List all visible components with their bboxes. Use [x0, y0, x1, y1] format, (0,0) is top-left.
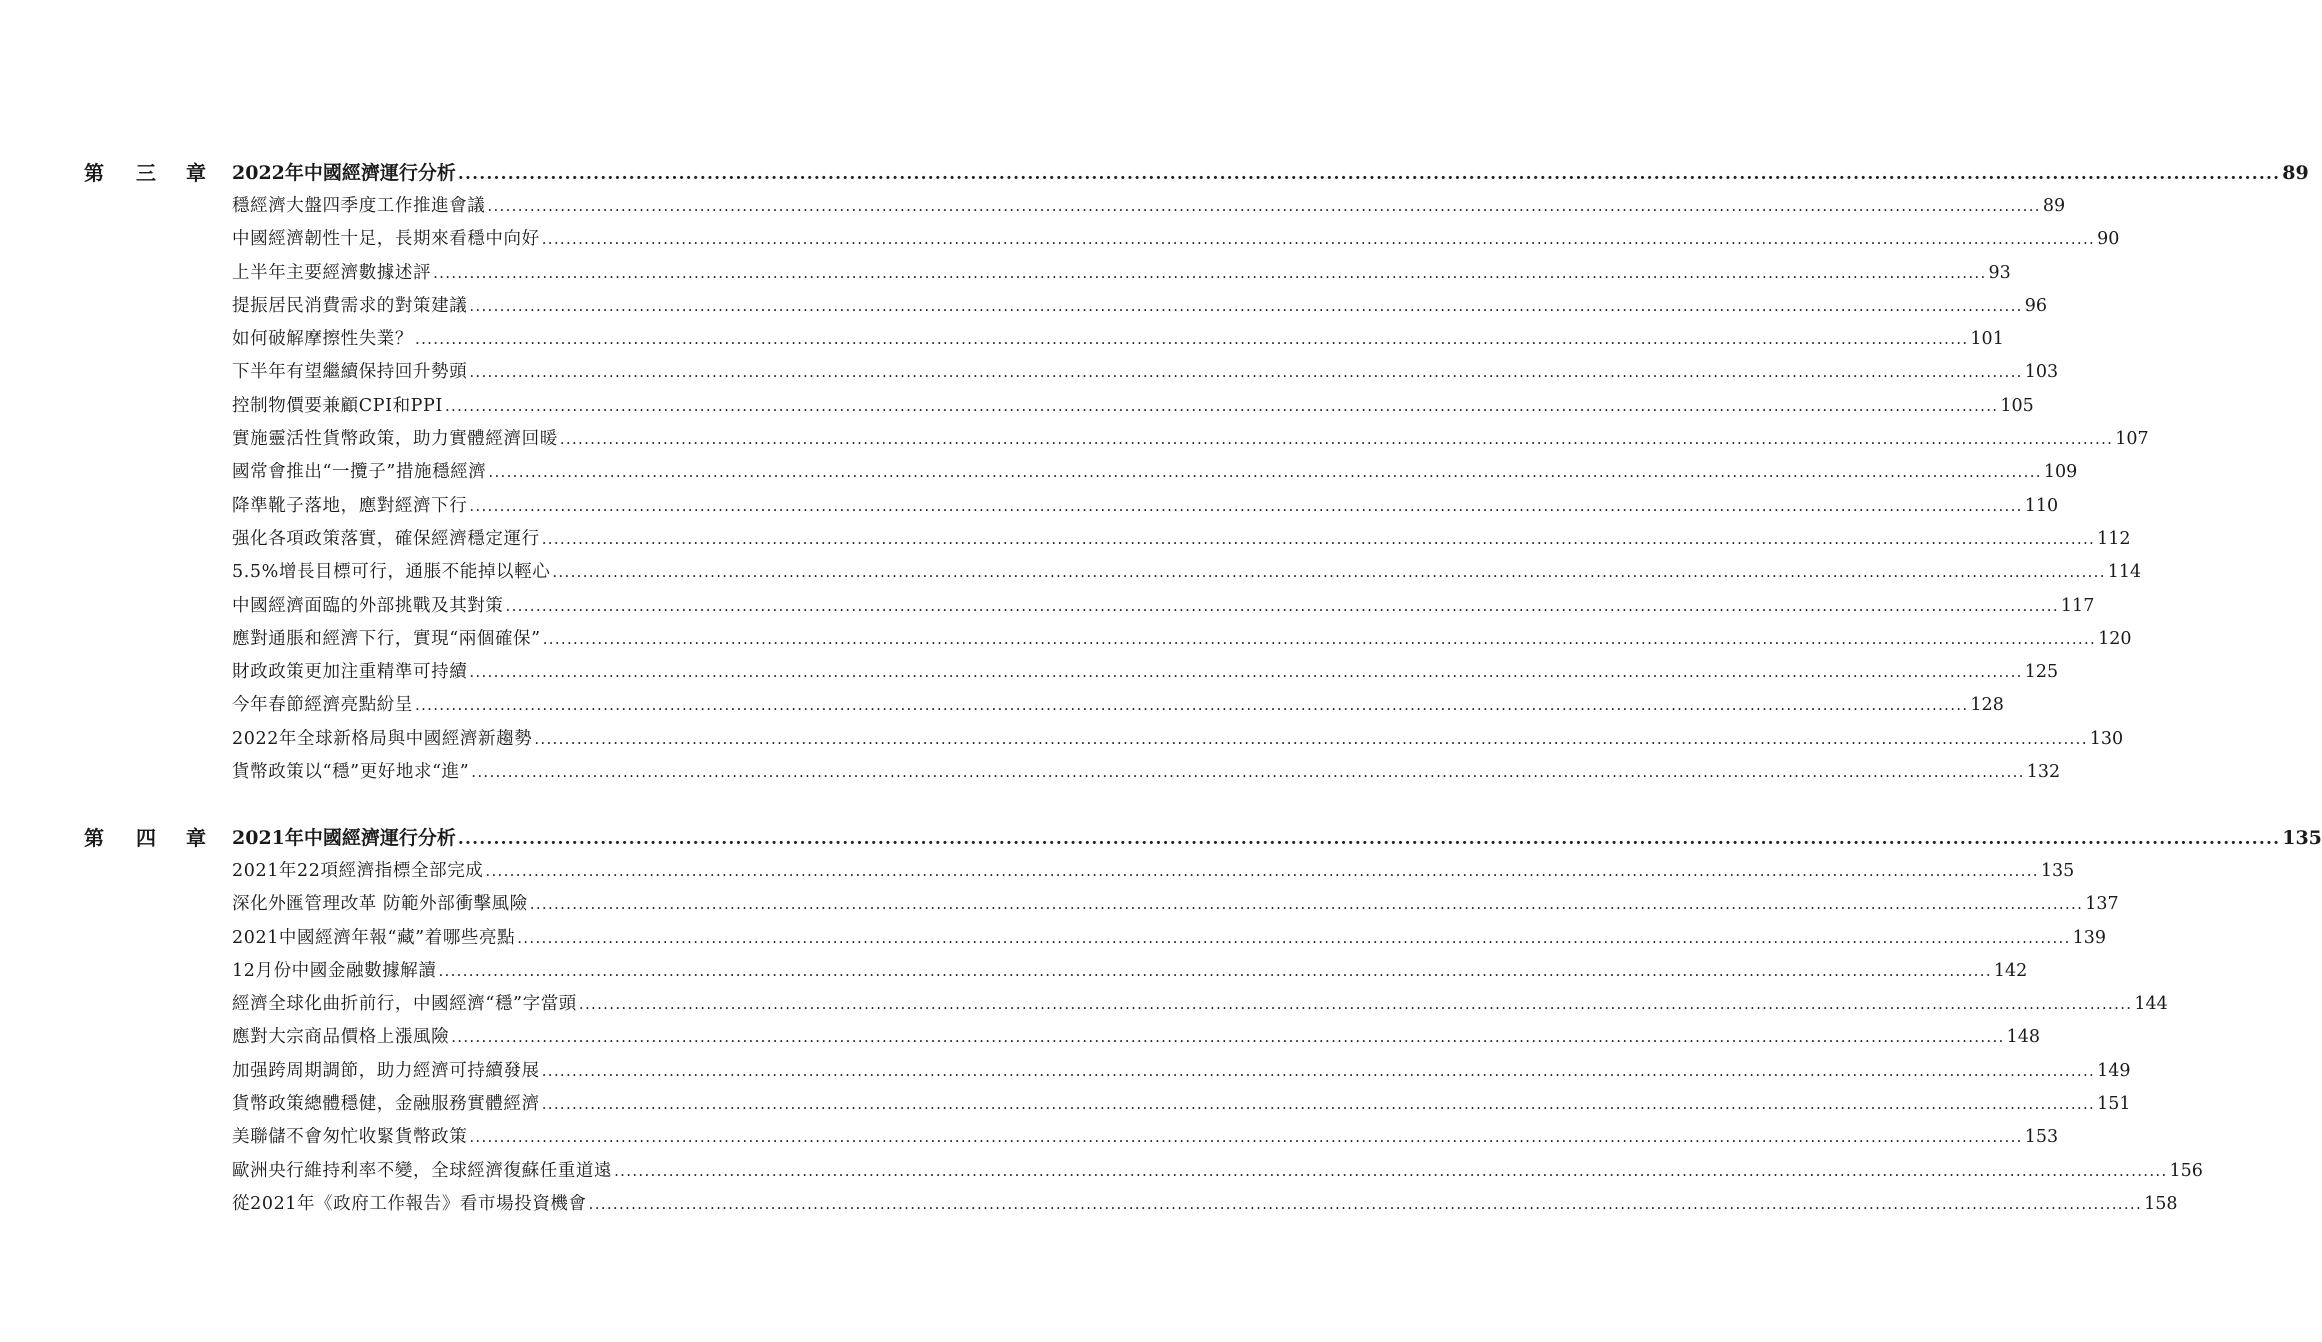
toc-entry[interactable] — [232, 888, 2119, 921]
entry-title: 2021年22項經濟指標全部完成 — [232, 861, 484, 881]
chapter-label — [84, 156, 232, 190]
entry-title: 從2021年《政府工作報告》看市場投資機會 — [232, 1193, 587, 1214]
dot-leader — [415, 689, 1968, 707]
entry-page-number: 151 — [2097, 1094, 2131, 1115]
dot-leader — [469, 290, 2022, 308]
dot-leader — [469, 1121, 2022, 1139]
entry-page-number: 142 — [1993, 960, 2028, 981]
entry-page-number: 89 — [2042, 196, 2066, 216]
entry-title: 控制物價要兼顧CPI和PPI — [232, 395, 443, 416]
entry-page-number: 130 — [2089, 728, 2124, 749]
entry-title: 應對通脹和經濟下行，實現“兩個確保” — [232, 628, 541, 649]
dot-leader — [458, 156, 2280, 175]
dot-leader — [506, 590, 2059, 608]
dot-leader — [458, 821, 2280, 840]
entry-title: 提振居民消費需求的對策建議 — [232, 295, 468, 316]
toc-entry[interactable] — [232, 922, 2107, 955]
dot-leader — [488, 456, 2041, 474]
entry-title: 降準靴子落地，應對經濟下行 — [232, 495, 468, 516]
dot-leader — [589, 1188, 2142, 1206]
entry-title: 下半年有望繼續保持回升勢頭 — [232, 362, 468, 383]
toc-entry[interactable] — [232, 1055, 2131, 1088]
toc-entry[interactable] — [232, 1155, 2203, 1188]
toc-entry[interactable] — [232, 1121, 2059, 1154]
entry-page-number: 93 — [1988, 262, 2011, 283]
dot-leader — [469, 656, 2022, 674]
chapter-4-section — [84, 821, 2322, 1221]
entry-page-number: 144 — [2134, 994, 2168, 1015]
dot-leader — [542, 1055, 2095, 1073]
entry-title: 上半年主要經濟數據述評 — [232, 262, 432, 283]
entry-page-number: 120 — [2098, 628, 2132, 649]
toc-entry[interactable] — [232, 390, 2034, 423]
chapter-label-char: 四 — [136, 826, 156, 850]
entry-page-number: 101 — [1970, 329, 2004, 350]
entry-page-number: 117 — [2060, 595, 2095, 616]
chapter-page-number: 135 — [2282, 827, 2322, 849]
entry-title: 美聯儲不會匆忙收緊貨幣政策 — [232, 1127, 468, 1148]
chapter-3-section — [84, 156, 2309, 789]
entry-title: 中國經濟面臨的外部挑戰及其對策 — [232, 595, 504, 616]
entry-title: 强化各項政策落實，確保經濟穩定運行 — [232, 528, 540, 549]
toc-entry[interactable] — [232, 689, 2004, 722]
chapter-page-number: 89 — [2282, 162, 2309, 184]
entry-page-number: 112 — [2097, 528, 2131, 549]
dot-leader — [433, 257, 1986, 275]
entry-title: 深化外匯管理改革 防範外部衝擊風險 — [232, 894, 528, 915]
dot-leader — [469, 490, 2022, 508]
entry-title: 中國經濟韌性十足，長期來看穩中向好 — [232, 229, 540, 250]
toc-entry[interactable] — [232, 556, 2142, 589]
chapter-title: 2021年中國經濟運行分析 — [232, 827, 456, 849]
dot-leader — [487, 190, 2040, 208]
entry-title: 5.5%增長目標可行，通脹不能掉以輕心 — [232, 562, 551, 583]
dot-leader — [469, 356, 2022, 374]
dot-leader — [543, 623, 2096, 641]
chapter-label-char: 章 — [186, 826, 206, 850]
entry-page-number: 114 — [2107, 562, 2142, 583]
dot-leader — [579, 988, 2132, 1006]
dot-leader — [471, 756, 2024, 774]
entry-page-number: 107 — [2115, 429, 2149, 450]
toc-entry[interactable] — [232, 523, 2131, 556]
toc-entry[interactable] — [232, 490, 2059, 523]
toc-entry[interactable] — [232, 855, 2075, 888]
entry-title: 實施靈活性貨幣政策，助力實體經濟回暖 — [232, 429, 558, 450]
chapter-title-line[interactable] — [232, 156, 2309, 190]
entry-page-number: 105 — [2000, 395, 2034, 416]
entry-title: 貨幣政策以“穩”更好地求“進” — [232, 762, 470, 783]
toc-entry[interactable] — [232, 290, 2048, 323]
dot-leader — [614, 1155, 2167, 1173]
chapter-heading — [84, 821, 2322, 855]
entry-title: 2022年全球新格局與中國經濟新趨勢 — [232, 728, 533, 749]
chapter-title-line[interactable] — [232, 821, 2322, 855]
entry-title: 應對大宗商品價格上漲風險 — [232, 1027, 450, 1048]
toc-entry[interactable] — [232, 756, 2061, 789]
entry-title: 加强跨周期調節，助力經濟可持續發展 — [232, 1060, 540, 1081]
chapter-entries — [232, 190, 2149, 789]
dot-leader — [438, 955, 1991, 973]
entry-page-number: 128 — [1970, 695, 2004, 716]
entry-page-number: 148 — [2006, 1027, 2041, 1048]
entry-title: 歐洲央行維持利率不變，全球經濟復蘇任重道遠 — [232, 1160, 613, 1181]
entry-title: 國常會推出“一攬子”措施穩經濟 — [232, 462, 487, 483]
toc-entry[interactable] — [232, 423, 2149, 456]
chapter-title: 2022年中國經濟運行分析 — [232, 162, 456, 184]
dot-leader — [542, 1088, 2095, 1106]
chapter-label-char: 章 — [186, 161, 206, 185]
chapter-entries — [232, 855, 2203, 1221]
entry-page-number: 90 — [2097, 229, 2120, 250]
chapter-label-char: 第 — [84, 161, 104, 185]
entry-title: 財政政策更加注重精準可持續 — [232, 662, 468, 683]
entry-title: 2021中國經濟年報“藏”着哪些亮點 — [232, 927, 516, 948]
entry-page-number: 137 — [2085, 894, 2119, 915]
entry-page-number: 149 — [2097, 1060, 2131, 1081]
chapter-label-char: 第 — [84, 826, 104, 850]
toc-entry[interactable] — [232, 356, 2059, 389]
entry-page-number: 153 — [2024, 1127, 2059, 1148]
entry-title: 今年春節經濟亮點紛呈 — [232, 695, 413, 716]
entry-page-number: 135 — [2040, 861, 2075, 881]
chapter-label-char: 三 — [136, 161, 156, 185]
entry-page-number: 158 — [2144, 1193, 2178, 1214]
entry-title: 如何破解摩擦性失業？ — [232, 329, 413, 350]
toc-entry[interactable] — [232, 590, 2095, 623]
entry-page-number: 96 — [2024, 295, 2048, 316]
dot-leader — [542, 223, 2095, 241]
toc-entry[interactable] — [232, 223, 2120, 256]
toc-entry[interactable] — [232, 623, 2132, 656]
chapter-heading — [84, 156, 2309, 190]
dot-leader — [534, 723, 2087, 741]
toc-entry[interactable] — [232, 456, 2078, 489]
toc-entry[interactable] — [232, 1188, 2178, 1221]
dot-leader — [542, 523, 2095, 541]
entry-title: 貨幣政策總體穩健，金融服務實體經濟 — [232, 1094, 540, 1115]
dot-leader — [445, 390, 1998, 408]
entry-page-number: 132 — [2026, 762, 2061, 783]
toc-entry[interactable] — [232, 1088, 2131, 1121]
toc-entry[interactable] — [232, 656, 2059, 689]
dot-leader — [415, 323, 1968, 341]
dot-leader — [517, 922, 2070, 940]
dot-leader — [552, 556, 2105, 574]
chapter-label — [84, 821, 232, 855]
dot-leader — [451, 1021, 2004, 1039]
entry-page-number: 139 — [2072, 927, 2107, 948]
toc-entry[interactable] — [232, 190, 2066, 223]
toc-entry[interactable] — [232, 257, 2011, 290]
entry-page-number: 125 — [2024, 662, 2059, 683]
entry-title: 經濟全球化曲折前行，中國經濟“穩”字當頭 — [232, 994, 577, 1015]
entry-title: 穩經濟大盤四季度工作推進會議 — [232, 196, 486, 216]
dot-leader — [530, 888, 2083, 906]
entry-page-number: 109 — [2043, 462, 2078, 483]
toc-entry[interactable] — [232, 955, 2028, 988]
entry-page-number: 156 — [2169, 1160, 2203, 1181]
toc-entry[interactable] — [232, 988, 2168, 1021]
dot-leader — [560, 423, 2113, 441]
entry-page-number: 103 — [2024, 362, 2059, 383]
toc-entry[interactable] — [232, 723, 2124, 756]
dot-leader — [485, 855, 2038, 873]
toc-entry[interactable] — [232, 323, 2004, 356]
toc-entry[interactable] — [232, 1021, 2041, 1054]
entry-page-number: 110 — [2024, 495, 2059, 516]
entry-title: 12月份中國金融數據解讀 — [232, 960, 437, 981]
